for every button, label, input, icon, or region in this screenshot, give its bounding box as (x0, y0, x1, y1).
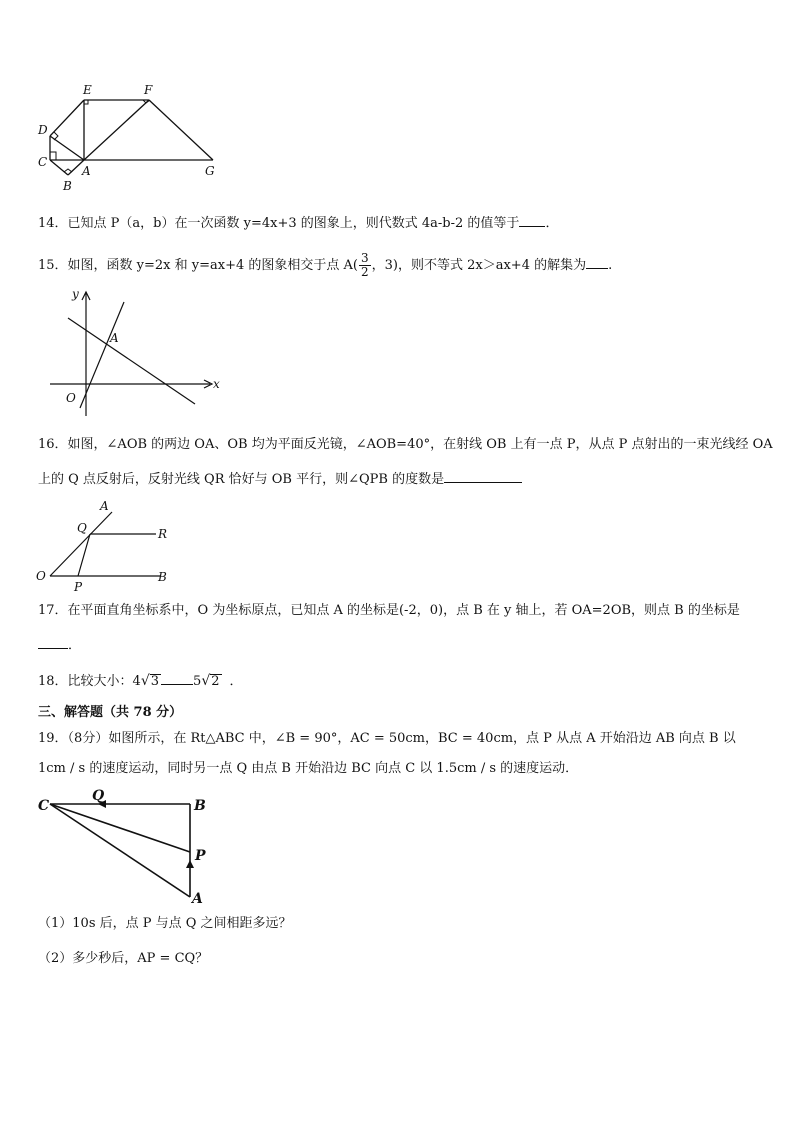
question-17-line-2 (38, 634, 81, 655)
q17-answer-blank (38, 634, 68, 649)
frac-denominator: 2 (361, 265, 369, 279)
q14-answer-blank (519, 212, 545, 227)
q16-answer-blank (444, 468, 522, 483)
radical-3: 3 (150, 674, 160, 689)
q19-text-2: 1cm / s 的速度运动，同时另一点 Q 由点 B 开始沿边 BC 向点 C 以 1.5cm / s 的速度运动． (38, 761, 579, 776)
label-P: P (74, 580, 83, 594)
label-R: R (158, 527, 168, 541)
label-B: B (63, 179, 72, 193)
q15-answer-blank (586, 254, 608, 269)
label-B: B (158, 570, 167, 584)
q17-suffix: ． (68, 638, 82, 653)
question-15 (38, 252, 612, 279)
q18-suffix: ． (229, 674, 243, 689)
label-Q: Q (77, 521, 87, 535)
label-y: y (72, 287, 79, 301)
q18-coef-5: 5 (193, 674, 202, 689)
figure-geometry-1 (30, 78, 230, 196)
question-19-line-1 (38, 730, 736, 748)
label-D: D (38, 123, 48, 137)
figure-mirror-angle (30, 494, 180, 594)
q15-text-2: ，3)，则不等式 2x＞ax+4 的解集为 (371, 258, 587, 273)
q17-text: 17．在平面直角坐标系中，O 为坐标原点，已知点 A 的坐标是(-2，0)，点 B 在 y 轴上，若 OA=2OB，则点 B 的坐标是 (38, 603, 740, 618)
question-19-part-2 (38, 950, 208, 968)
frac-numerator: 3 (361, 251, 369, 265)
q19-sub2: （2）多少秒后，AP = CQ？ (38, 951, 209, 966)
label-A: A (100, 499, 109, 513)
label-B: B (194, 798, 206, 814)
label-C: C (38, 155, 48, 169)
label-E: E (83, 83, 92, 97)
label-G: G (205, 164, 215, 178)
q18-answer-blank (161, 670, 193, 685)
fraction-3-2 (359, 252, 371, 279)
label-A: A (110, 331, 119, 345)
q18-text: 18．比较大小：4 (38, 674, 141, 689)
label-x: x (213, 377, 220, 391)
radical-2: 2 (211, 674, 220, 689)
question-14 (38, 212, 558, 233)
q14-suffix: ． (545, 216, 559, 231)
q19-sub1: （1）10s 后，点 P 与点 Q 之间相距多远？ (38, 916, 292, 931)
q16-text-1: 16．如图，∠AOB 的两边 OA、OB 均为平面反光镜，∠AOB=40°，在射线 OB 上有一点 P，从点 P 点射出的一束光线经 OA (38, 437, 773, 452)
question-16-line-1 (38, 436, 773, 454)
label-O: O (66, 391, 76, 405)
question-17-line-1 (38, 602, 740, 620)
label-Q: Q (92, 788, 105, 804)
question-19-part-1 (38, 915, 292, 933)
label-F: F (144, 83, 153, 97)
question-18: 18．比较大小：4√3 5√2 ． (38, 670, 243, 691)
q15-end: . (608, 258, 613, 273)
label-P: P (195, 848, 206, 864)
figure-right-triangle (34, 788, 214, 906)
section-heading: 三、解答题（共 78 分） (38, 705, 183, 720)
q16-text-2: 上的 Q 点反射后，反射光线 QR 恰好与 OB 平行，则∠QPB 的度数是 (38, 472, 445, 487)
label-C: C (38, 798, 50, 814)
question-19-line-2 (38, 760, 578, 778)
label-A: A (192, 891, 203, 907)
question-16-line-2 (38, 468, 522, 489)
label-O: O (36, 569, 46, 583)
q14-text: 14．已知点 P（a，b）在一次函数 y=4x+3 的图象上，则代数式 4a-b-2 的值等于 (38, 216, 520, 231)
figure-function-graph (50, 286, 230, 420)
label-A: A (82, 164, 91, 178)
q15-text: 15．如图，函数 y=2x 和 y=ax+4 的图象相交于点 A( (38, 258, 358, 273)
q19-text-1: 19．（8分）如图所示，在 Rt△ABC 中，∠B = 90°，AC = 50cm，BC = 40cm，点 P 从点 A 开始沿边 AB 向点 B 以 (38, 731, 736, 746)
